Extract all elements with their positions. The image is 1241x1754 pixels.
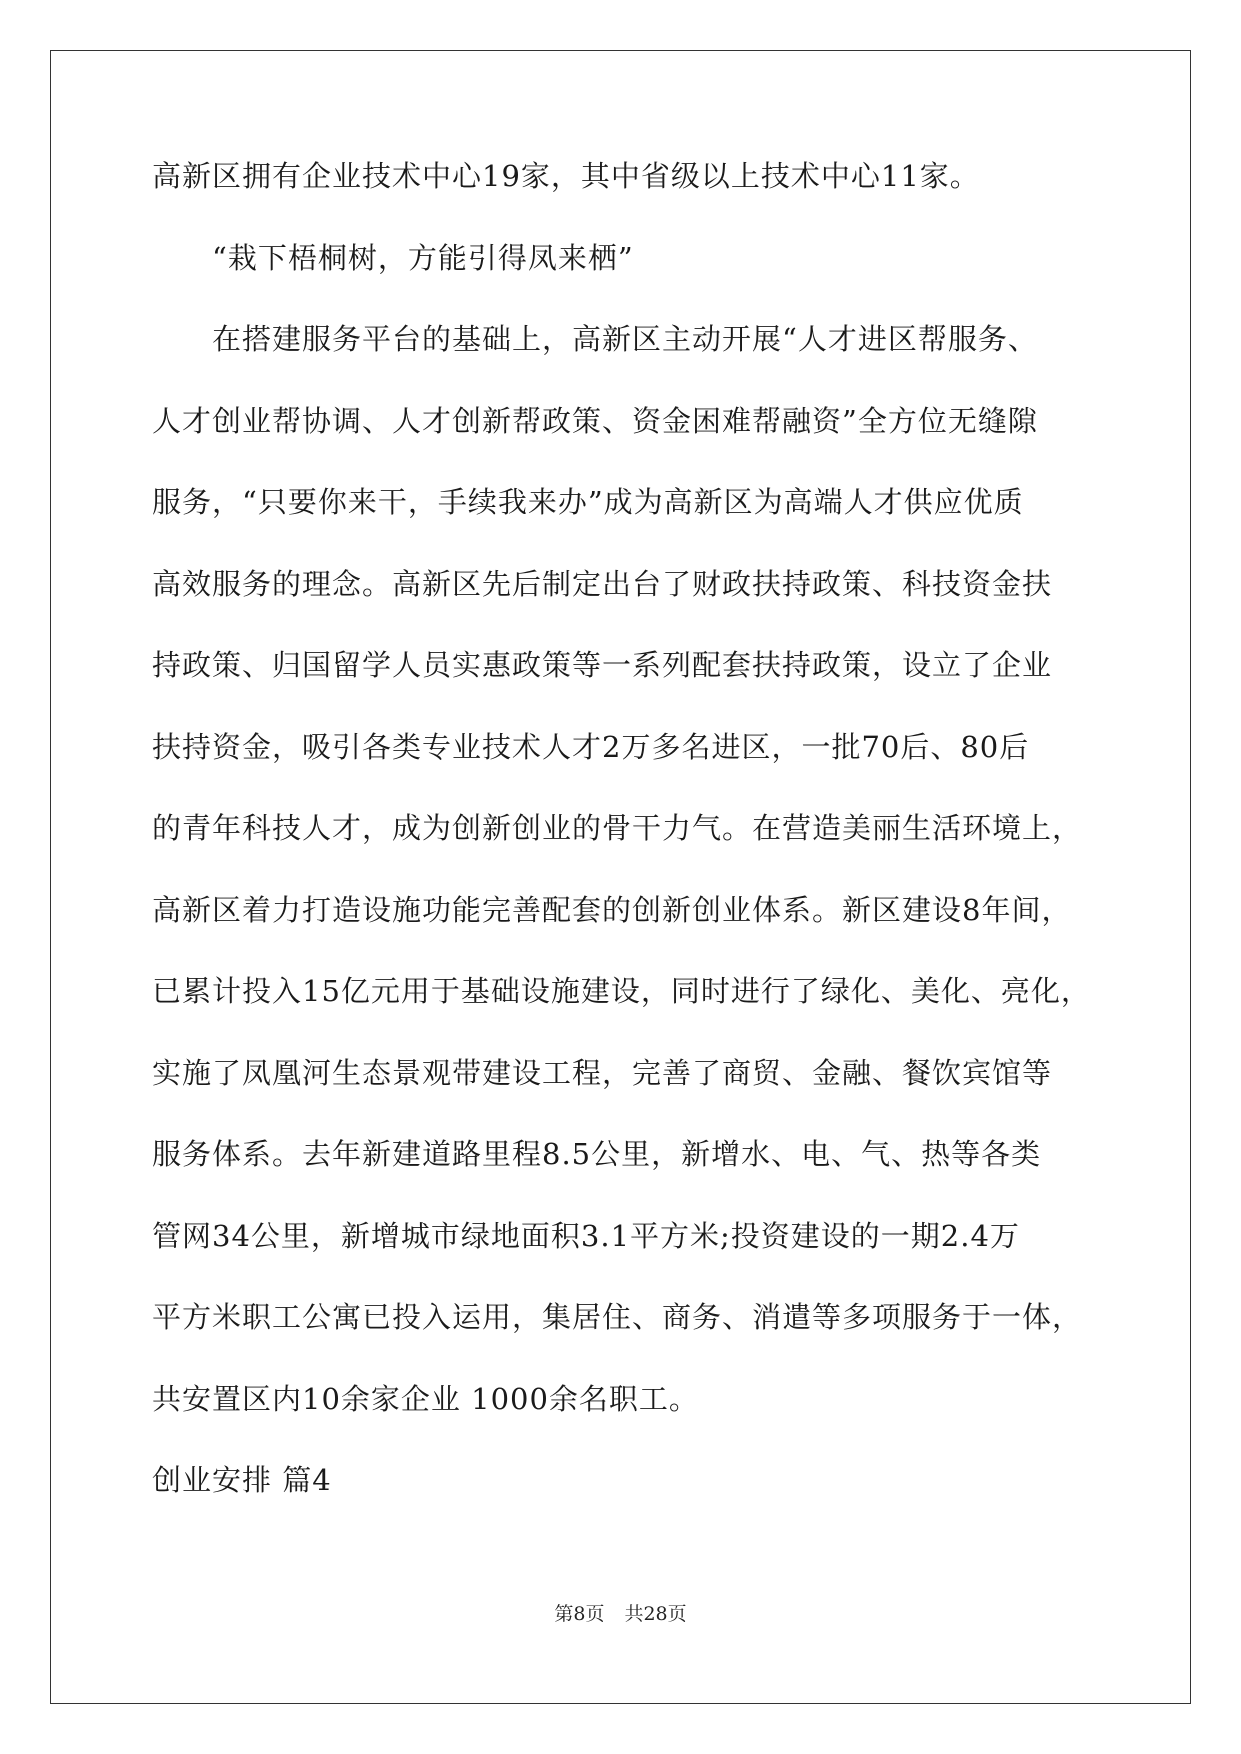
- total-pages: 共28页: [624, 1603, 687, 1625]
- paragraph-line: 高新区拥有企业技术中心19家，其中省级以上技术中心11家。: [152, 159, 980, 193]
- page-footer: [0, 1599, 1241, 1626]
- subheading-line: “栽下梧桐树，方能引得凤来栖”: [212, 240, 634, 275]
- paragraph-line: 在搭建服务平台的基础上，高新区主动开展“人才进区帮服务、: [212, 322, 1038, 356]
- document-body: [152, 160, 1092, 1522]
- paragraph-line: 共安置区内10余家企业 1000余名职工。: [152, 1381, 699, 1416]
- current-page-number: 第8页: [554, 1603, 605, 1625]
- section-heading: 创业安排 篇4: [152, 1463, 332, 1497]
- paragraph-line: 管网34公里，新增城市绿地面积3.1平方米;投资建设的一期2.4万: [152, 1218, 1020, 1253]
- paragraph-line: 的青年科技人才，成为创新创业的骨干力气。在营造美丽生活环境上，: [152, 811, 1083, 845]
- paragraph-line: 扶持资金，吸引各类专业技术人才2万多名进区，一批70后、80后: [152, 729, 1030, 764]
- paragraph-line: 平方米职工公寓已投入运用，集居住、商务、消遣等多项服务于一体，: [152, 1300, 1083, 1334]
- paragraph-line: 高新区着力打造设施功能完善配套的创新创业体系。新区建设8年间，: [152, 892, 1072, 927]
- paragraph-line: 服务，“只要你来干，手续我来办”成为高新区为高端人才供应优质: [152, 485, 1024, 519]
- paragraph-line: 持政策、归国留学人员实惠政策等一系列配套扶持政策，设立了企业: [152, 648, 1053, 682]
- paragraph-line: 服务体系。去年新建道路里程8.5公里，新增水、电、气、热等各类: [152, 1137, 1042, 1171]
- paragraph-line: 已累计投入15亿元用于基础设施建设，同时进行了绿化、美化、亮化，: [152, 974, 1091, 1008]
- paragraph-line: 实施了凤凰河生态景观带建设工程，完善了商贸、金融、餐饮宾馆等: [152, 1055, 1053, 1090]
- paragraph-line: 高效服务的理念。高新区先后制定出台了财政扶持政策、科技资金扶: [152, 566, 1053, 601]
- paragraph-line: 人才创业帮协调、人才创新帮政策、资金困难帮融资”全方位无缝隙: [152, 403, 1038, 438]
